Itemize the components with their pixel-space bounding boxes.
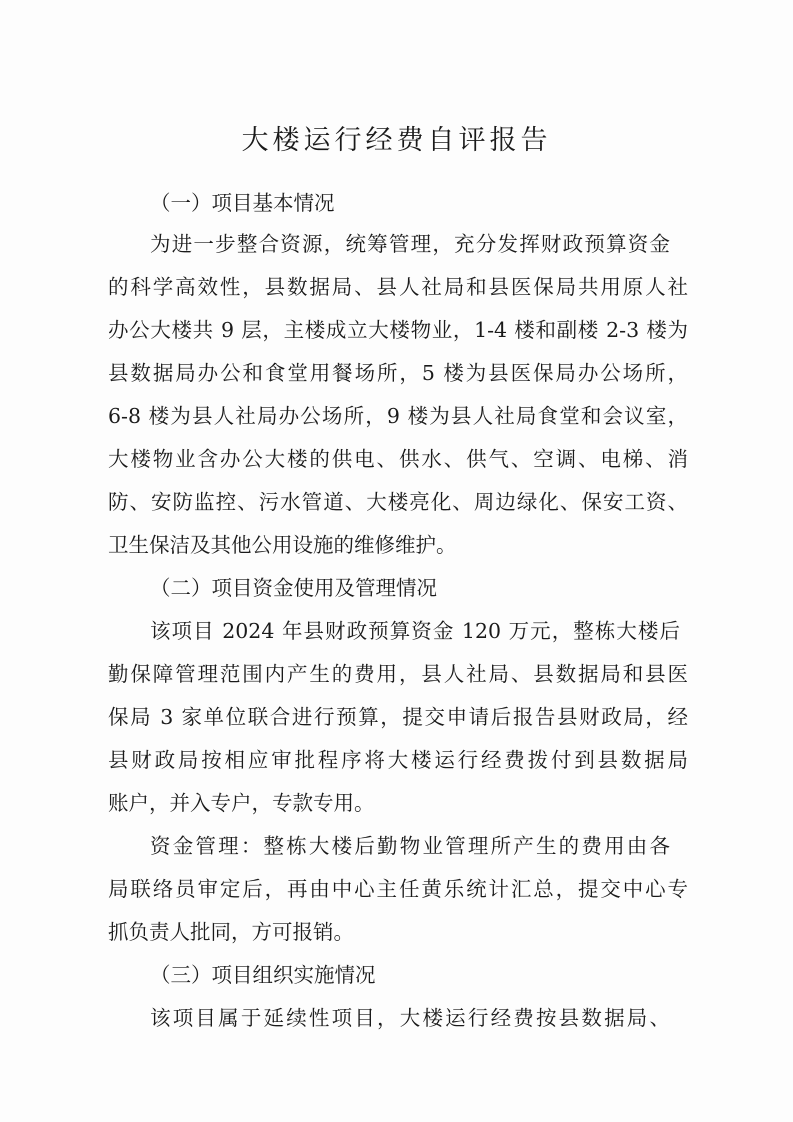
paragraph-line: 该项目属于延续性项目，大楼运行经费按县数据局、 xyxy=(150,1006,670,1030)
paragraph-line: 抓负责人批同，方可报销。 xyxy=(108,920,354,944)
section-heading-2: （二）项目资金使用及管理情况 xyxy=(150,576,437,600)
paragraph-line: 账户，并入专户，专款专用。 xyxy=(108,791,375,815)
document-title: 大楼运行经费自评报告 xyxy=(241,125,552,156)
paragraph-line: 防、安防监控、污水管道、大楼亮化、周边绿化、保安工资、 xyxy=(108,490,688,514)
paragraph-line: 该项目 2024 年县财政预算资金 120 万元，整栋大楼后 xyxy=(150,619,680,643)
paragraph-line: 勤保障管理范围内产生的费用，县人社局、县数据局和县医 xyxy=(108,662,688,686)
paragraph-line: 6-8 楼为县人社局办公场所，9 楼为县人社局食堂和会议室， xyxy=(108,404,688,428)
paragraph-line: 资金管理：整栋大楼后勤物业管理所产生的费用由各 xyxy=(150,834,670,858)
paragraph-line: 的科学高效性，县数据局、县人社局和县医保局共用原人社 xyxy=(108,275,688,299)
paragraph-line: 保局 3 家单位联合进行预算，提交申请后报告县财政局，经 xyxy=(108,705,688,729)
paragraph-line: 县财政局按相应审批程序将大楼运行经费拨付到县数据局 xyxy=(108,748,688,772)
paragraph-line: 县数据局办公和食堂用餐场所，5 楼为县医保局办公场所， xyxy=(108,361,688,385)
paragraph-line: 局联络员审定后，再由中心主任黄乐统计汇总，提交中心专 xyxy=(108,877,688,901)
section-heading-3: （三）项目组织实施情况 xyxy=(150,963,376,987)
paragraph-line: 为进一步整合资源，统筹管理，充分发挥财政预算资金 xyxy=(150,232,670,256)
paragraph-line: 办公大楼共 9 层，主楼成立大楼物业，1-4 楼和副楼 2-3 楼为 xyxy=(108,318,688,342)
section-heading-1: （一）项目基本情况 xyxy=(150,191,335,215)
paragraph-line: 卫生保洁及其他公用设施的维修维护。 xyxy=(108,533,457,557)
paragraph-line: 大楼物业含办公大楼的供电、供水、供气、空调、电梯、消 xyxy=(108,447,688,471)
